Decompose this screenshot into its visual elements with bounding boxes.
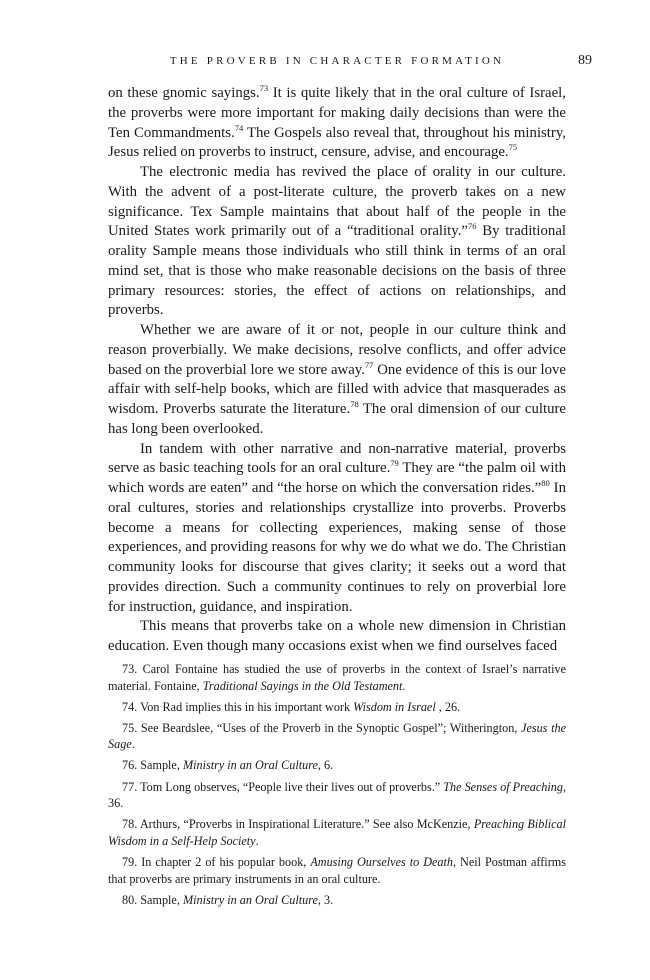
footnote-75: 75. See Beardslee, “Uses of the Proverb in the Synoptic Gospel”; Witherington, Jesus the Sage. — [108, 720, 566, 752]
footnote-ref-78[interactable]: 78 — [350, 399, 359, 410]
footnote-74: 74. Von Rad implies this in his important work Wisdom in Israel , 26. — [122, 699, 461, 714]
footnote-80: 80. Sample, Ministry in an Oral Culture, 3. — [122, 892, 334, 907]
footnote-79: 79. In chapter 2 of his popular book, Amusing Ourselves to Death, Neil Postman affirms that proverbs are primary instruments in an oral culture. — [108, 854, 566, 886]
paragraph-2: The electronic media has revived the place of orality in our culture. With the advent of a post-literate culture, the proverb takes on a new significance. Tex Sample maintains that about half of the people in the United States work primarily out of a “traditional orality.”$^{76}$ By traditional orality Sample means those individuals who still think in terms of an oral mind set, that is those who make reasonable decisions on the basis of three primary resources: stories, the effect of actions on relationships, and proverbs. — [108, 164, 567, 319]
footnote-77: 77. Tom Long observes, “People live their lives out of proverbs.” The Senses of Preaching, 36. — [108, 779, 567, 811]
paragraph-5: This means that proverbs take on a whole new dimension in Christian education. Even though many occasions exist when we find ourselves faced — [108, 618, 566, 654]
footnote-ref-80[interactable]: 80 — [541, 478, 550, 489]
footnote-78: 78. Arthurs, “Proverbs in Inspirational Literature.” See also McKenzie, Preaching Biblical Wisdom in a Self-Help Society. — [108, 817, 567, 848]
footnote-ref-75[interactable]: 75 — [508, 142, 518, 153]
paragraph-3: Whether we are aware of it or not, people in our culture think and reason proverbially. We make decisions, resolve conflicts, and offer advice based on the proverbial lore we store away.$^{77}$ One evidence of this is our love affair with self-help books, which are filled with advice that masquerades as wisdom. Proverbs saturate the literature.$^{78}$ The oral dimension of our culture has long been overlooked. — [108, 322, 566, 437]
footnote-ref-77[interactable]: 77 — [364, 359, 374, 370]
paragraph-4: In tandem with other narrative and non-narrative material, proverbs serve as basic teaching tools for an oral culture.$^{79}$ They are “the palm oil with which words are eaten” and “the horse on which the conversation rides.”$^{80}$ In oral cultures, stories and relationships crystallize into proverbs. Proverbs become a means for collecting experiences, making sense of those experiences, and providing reasons for why we do what we do. The Christian community looks for discourse that gives clarity; it seeks out a word that provides direction. Such a community continues to rely on proverbial lore for instruction, guidance, and inspiration. — [108, 440, 566, 615]
footnote-ref-74[interactable]: 74 — [234, 122, 244, 133]
running-head: THE PROVERB IN CHARACTER FORMATION — [169, 55, 505, 67]
paragraph-1: on these gnomic sayings.$^{73}$ It is quite likely that in the oral culture of Israel, the proverbs were more important for making daily decisions than were the Ten Commandments.$^{74}$ The Gospels also reveal that, throughout his ministry, Jesus relied on proverbs to instruct, censure, advise, and encourage.$^{75}$ — [108, 83, 566, 161]
body-text — [108, 84, 566, 657]
footnote-ref-79[interactable]: 79 — [390, 458, 399, 469]
footnote-76: 76. Sample, Ministry in an Oral Culture, 6. — [122, 758, 334, 773]
footnote-ref-73[interactable]: 73 — [259, 83, 269, 94]
footnotes — [108, 661, 566, 913]
page-number: 89 — [578, 53, 592, 68]
footnote-ref-76[interactable]: 76 — [467, 221, 477, 232]
footnote-73: 73. Carol Fontaine has studied the use of proverbs in the context of Israel’s narrative material. Fontaine, Traditional Sayings in the Old Testament. — [108, 662, 566, 693]
